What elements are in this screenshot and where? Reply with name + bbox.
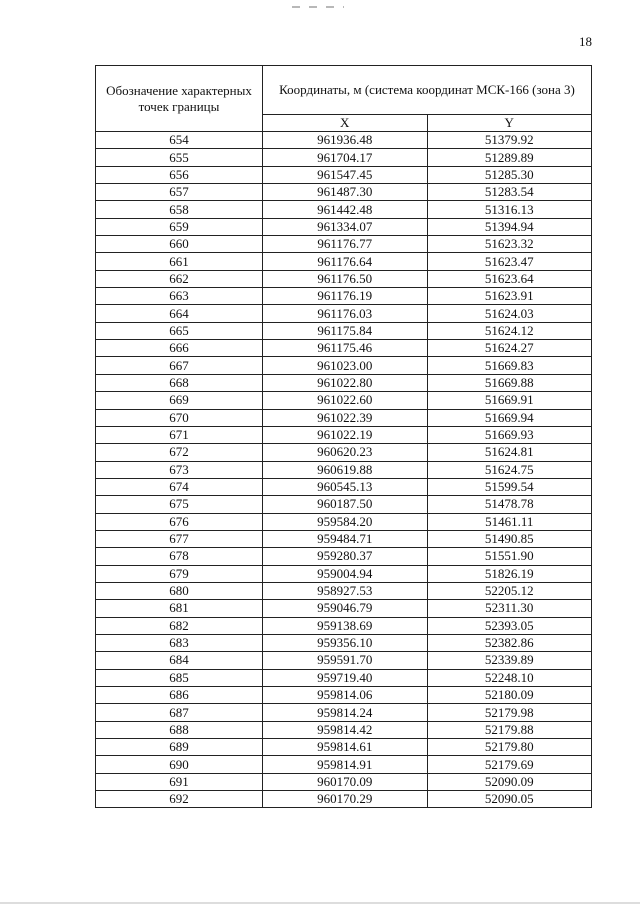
x-coordinate-cell: 959814.42 xyxy=(263,721,428,738)
table-row xyxy=(96,305,592,322)
x-coordinate-cell: 961547.45 xyxy=(263,166,428,183)
table-row xyxy=(96,565,592,582)
table-row xyxy=(96,600,592,617)
x-coordinate-cell: 961442.48 xyxy=(263,201,428,218)
table-row xyxy=(96,288,592,305)
coordinates-table xyxy=(95,65,592,808)
table-row xyxy=(96,236,592,253)
x-column-header: X xyxy=(263,115,428,132)
table-row xyxy=(96,409,592,426)
y-coordinate-cell: 52205.12 xyxy=(427,582,592,599)
point-cell: 684 xyxy=(96,652,263,669)
x-coordinate-cell: 959814.06 xyxy=(263,687,428,704)
point-cell: 664 xyxy=(96,305,263,322)
x-coordinate-cell: 961176.50 xyxy=(263,270,428,287)
point-cell: 656 xyxy=(96,166,263,183)
y-column-header: Y xyxy=(427,115,592,132)
table-row xyxy=(96,201,592,218)
y-coordinate-cell: 52311.30 xyxy=(427,600,592,617)
point-cell: 672 xyxy=(96,444,263,461)
x-coordinate-cell: 961022.39 xyxy=(263,409,428,426)
table-row xyxy=(96,704,592,721)
y-coordinate-cell: 52179.98 xyxy=(427,704,592,721)
y-coordinate-cell: 51551.90 xyxy=(427,548,592,565)
table-row xyxy=(96,687,592,704)
x-coordinate-cell: 961334.07 xyxy=(263,218,428,235)
table-row xyxy=(96,357,592,374)
point-cell: 659 xyxy=(96,218,263,235)
x-coordinate-cell: 960187.50 xyxy=(263,496,428,513)
point-cell: 681 xyxy=(96,600,263,617)
y-coordinate-cell: 52248.10 xyxy=(427,669,592,686)
y-coordinate-cell: 51316.13 xyxy=(427,201,592,218)
table-row xyxy=(96,461,592,478)
table-row xyxy=(96,756,592,773)
table-row xyxy=(96,721,592,738)
x-coordinate-cell: 959046.79 xyxy=(263,600,428,617)
y-coordinate-cell: 52339.89 xyxy=(427,652,592,669)
x-coordinate-cell: 959138.69 xyxy=(263,617,428,634)
y-coordinate-cell: 51283.54 xyxy=(427,184,592,201)
y-coordinate-cell: 51490.85 xyxy=(427,530,592,547)
point-cell: 688 xyxy=(96,721,263,738)
y-coordinate-cell: 52090.05 xyxy=(427,791,592,808)
y-coordinate-cell: 51289.89 xyxy=(427,149,592,166)
y-coordinate-cell: 52179.69 xyxy=(427,756,592,773)
point-cell: 677 xyxy=(96,530,263,547)
point-cell: 674 xyxy=(96,478,263,495)
point-cell: 678 xyxy=(96,548,263,565)
table-row xyxy=(96,773,592,790)
point-cell: 692 xyxy=(96,791,263,808)
y-coordinate-cell: 51623.47 xyxy=(427,253,592,270)
y-coordinate-cell: 51624.12 xyxy=(427,322,592,339)
table-row xyxy=(96,444,592,461)
table-row xyxy=(96,374,592,391)
table-row xyxy=(96,582,592,599)
point-cell: 670 xyxy=(96,409,263,426)
point-cell: 683 xyxy=(96,634,263,651)
y-coordinate-cell: 51624.03 xyxy=(427,305,592,322)
x-coordinate-cell: 961936.48 xyxy=(263,132,428,149)
table-row xyxy=(96,548,592,565)
coordinates-header: Координаты, м (система координат МСК-166 (зона 3) xyxy=(263,66,592,115)
y-coordinate-cell: 51623.64 xyxy=(427,270,592,287)
point-cell: 685 xyxy=(96,669,263,686)
table-row xyxy=(96,669,592,686)
table-row xyxy=(96,739,592,756)
x-coordinate-cell: 959484.71 xyxy=(263,530,428,547)
y-coordinate-cell: 51623.32 xyxy=(427,236,592,253)
table-row xyxy=(96,791,592,808)
table-row xyxy=(96,184,592,201)
y-coordinate-cell: 51599.54 xyxy=(427,478,592,495)
point-cell: 673 xyxy=(96,461,263,478)
y-coordinate-cell: 51285.30 xyxy=(427,166,592,183)
table-row xyxy=(96,652,592,669)
y-coordinate-cell: 51624.75 xyxy=(427,461,592,478)
point-cell: 682 xyxy=(96,617,263,634)
table-row xyxy=(96,617,592,634)
table-row xyxy=(96,478,592,495)
point-cell: 657 xyxy=(96,184,263,201)
point-cell: 663 xyxy=(96,288,263,305)
x-coordinate-cell: 961487.30 xyxy=(263,184,428,201)
point-cell: 680 xyxy=(96,582,263,599)
y-coordinate-cell: 51379.92 xyxy=(427,132,592,149)
table-row xyxy=(96,496,592,513)
y-coordinate-cell: 52179.80 xyxy=(427,739,592,756)
y-coordinate-cell: 52179.88 xyxy=(427,721,592,738)
point-cell: 660 xyxy=(96,236,263,253)
x-coordinate-cell: 959814.24 xyxy=(263,704,428,721)
y-coordinate-cell: 51623.91 xyxy=(427,288,592,305)
table-row xyxy=(96,530,592,547)
point-cell: 675 xyxy=(96,496,263,513)
point-cell: 679 xyxy=(96,565,263,582)
point-cell: 686 xyxy=(96,687,263,704)
y-coordinate-cell: 51669.93 xyxy=(427,426,592,443)
point-cell: 661 xyxy=(96,253,263,270)
table-row xyxy=(96,270,592,287)
point-cell: 662 xyxy=(96,270,263,287)
table-row xyxy=(96,634,592,651)
scan-artifact xyxy=(292,6,344,8)
x-coordinate-cell: 961023.00 xyxy=(263,357,428,374)
x-coordinate-cell: 961176.03 xyxy=(263,305,428,322)
point-cell: 671 xyxy=(96,426,263,443)
point-cell: 667 xyxy=(96,357,263,374)
x-coordinate-cell: 960619.88 xyxy=(263,461,428,478)
x-coordinate-cell: 958927.53 xyxy=(263,582,428,599)
point-designation-header: Обозначение характерных точек границы xyxy=(96,66,263,132)
y-coordinate-cell: 51669.91 xyxy=(427,392,592,409)
y-coordinate-cell: 51669.83 xyxy=(427,357,592,374)
x-coordinate-cell: 959719.40 xyxy=(263,669,428,686)
table-row xyxy=(96,218,592,235)
table-row xyxy=(96,132,592,149)
y-coordinate-cell: 51669.94 xyxy=(427,409,592,426)
point-cell: 691 xyxy=(96,773,263,790)
x-coordinate-cell: 959814.91 xyxy=(263,756,428,773)
y-coordinate-cell: 51461.11 xyxy=(427,513,592,530)
page-bottom-edge xyxy=(0,902,640,904)
x-coordinate-cell: 961704.17 xyxy=(263,149,428,166)
table-row xyxy=(96,149,592,166)
x-coordinate-cell: 960170.29 xyxy=(263,791,428,808)
page-number: 18 xyxy=(579,34,592,49)
x-coordinate-cell: 961175.46 xyxy=(263,340,428,357)
point-cell: 669 xyxy=(96,392,263,409)
table-row xyxy=(96,513,592,530)
point-cell: 676 xyxy=(96,513,263,530)
y-coordinate-cell: 51394.94 xyxy=(427,218,592,235)
table-row xyxy=(96,166,592,183)
x-coordinate-cell: 959356.10 xyxy=(263,634,428,651)
x-coordinate-cell: 961022.80 xyxy=(263,374,428,391)
x-coordinate-cell: 959004.94 xyxy=(263,565,428,582)
x-coordinate-cell: 959280.37 xyxy=(263,548,428,565)
x-coordinate-cell: 959591.70 xyxy=(263,652,428,669)
x-coordinate-cell: 961022.19 xyxy=(263,426,428,443)
table-row xyxy=(96,340,592,357)
point-cell: 666 xyxy=(96,340,263,357)
x-coordinate-cell: 960620.23 xyxy=(263,444,428,461)
y-coordinate-cell: 51478.78 xyxy=(427,496,592,513)
point-cell: 690 xyxy=(96,756,263,773)
table-row xyxy=(96,426,592,443)
x-coordinate-cell: 961176.19 xyxy=(263,288,428,305)
x-coordinate-cell: 960545.13 xyxy=(263,478,428,495)
y-coordinate-cell: 52393.05 xyxy=(427,617,592,634)
header-row-top xyxy=(96,66,592,115)
table-body xyxy=(96,132,592,808)
x-coordinate-cell: 961175.84 xyxy=(263,322,428,339)
point-cell: 654 xyxy=(96,132,263,149)
point-cell: 665 xyxy=(96,322,263,339)
point-cell: 689 xyxy=(96,739,263,756)
x-coordinate-cell: 960170.09 xyxy=(263,773,428,790)
y-coordinate-cell: 52382.86 xyxy=(427,634,592,651)
y-coordinate-cell: 51624.81 xyxy=(427,444,592,461)
point-cell: 687 xyxy=(96,704,263,721)
point-cell: 655 xyxy=(96,149,263,166)
table-row xyxy=(96,253,592,270)
point-cell: 658 xyxy=(96,201,263,218)
y-coordinate-cell: 52090.09 xyxy=(427,773,592,790)
y-coordinate-cell: 51669.88 xyxy=(427,374,592,391)
table-row xyxy=(96,392,592,409)
table-header xyxy=(96,66,592,132)
point-cell: 668 xyxy=(96,374,263,391)
x-coordinate-cell: 961176.64 xyxy=(263,253,428,270)
y-coordinate-cell: 52180.09 xyxy=(427,687,592,704)
y-coordinate-cell: 51826.19 xyxy=(427,565,592,582)
table-row xyxy=(96,322,592,339)
y-coordinate-cell: 51624.27 xyxy=(427,340,592,357)
x-coordinate-cell: 959814.61 xyxy=(263,739,428,756)
x-coordinate-cell: 961022.60 xyxy=(263,392,428,409)
x-coordinate-cell: 961176.77 xyxy=(263,236,428,253)
x-coordinate-cell: 959584.20 xyxy=(263,513,428,530)
